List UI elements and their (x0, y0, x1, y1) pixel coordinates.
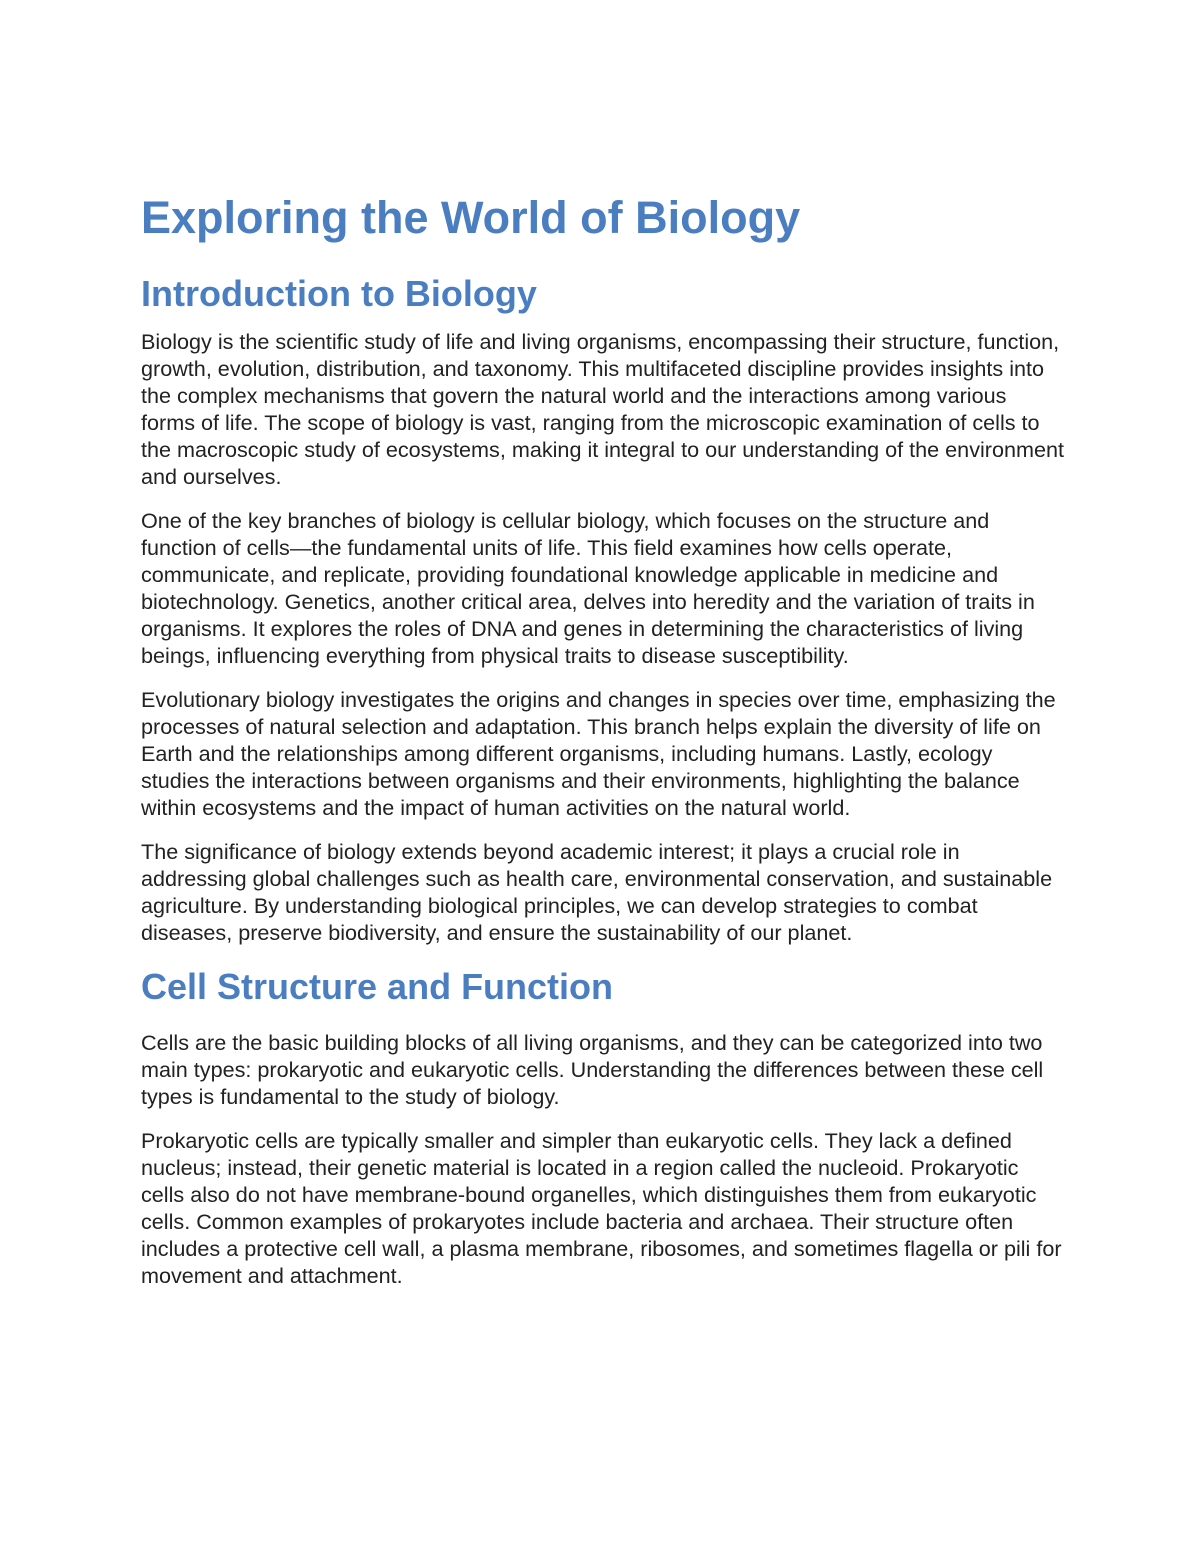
section-heading-cell-structure: Cell Structure and Function (141, 966, 614, 1007)
paragraph: Evolutionary biology investigates the origins and changes in species over time, emphasizing the processes of natural selection and adaptation. This branch helps explain the diversity of life on Earth and the relationships among different organisms, including humans. Lastly, ecology studies the interactions between organisms and their environments, highlighting the balance within ecosystems and the impact of human activities on the natural world. (141, 687, 1056, 820)
paragraph: Biology is the scientific study of life and living organisms, encompassing their structure, function, growth, evolution, distribution, and taxonomy. This multifaceted discipline provides insights into the complex mechanisms that govern the natural world and the interactions among various forms of life. The scope of biology is vast, ranging from the microscopic examination of cells to the macroscopic study of ecosystems, making it integral to our understanding of the environment and ourselves. (141, 329, 1065, 489)
paragraph: Cells are the basic building blocks of all living organisms, and they can be categorized into two main types: prokaryotic and eukaryotic cells. Understanding the differences between these cell types is fundamental to the study of biology. (141, 1030, 1044, 1109)
document-body (141, 188, 1066, 1306)
paragraph: Prokaryotic cells are typically smaller and simpler than eukaryotic cells. They lack a defined nucleus; instead, their genetic material is located in a region called the nucleoid. Prokaryotic cells also do not have membrane-bound organelles, which distinguishes them from eukaryotic cells. Common examples of prokaryotes include bacteria and archaea. Their structure often includes a protective cell wall, a plasma membrane, ribosomes, and sometimes flagella or pili for movement and attachment. (141, 1128, 1062, 1288)
paragraph: The significance of biology extends beyond academic interest; it plays a crucial role in addressing global challenges such as health care, environmental conservation, and sustainable agriculture. By understanding biological principles, we can develop strategies to combat diseases, preserve biodiversity, and ensure the sustainability of our planet. (141, 839, 1053, 945)
document-title: Exploring the World of Biology (141, 192, 801, 243)
section-heading-introduction: Introduction to Biology (141, 273, 537, 314)
paragraph: One of the key branches of biology is cellular biology, which focuses on the structure and function of cells—the fundamental units of life. This field examines how cells operate, communicate, and replicate, providing foundational knowledge applicable in medicine and biotechnology. Genetics, another critical area, delves into heredity and the variation of traits in organisms. It explores the roles of DNA and genes in determining the characteristics of living beings, influencing everything from physical traits to disease susceptibility. (141, 508, 1035, 668)
